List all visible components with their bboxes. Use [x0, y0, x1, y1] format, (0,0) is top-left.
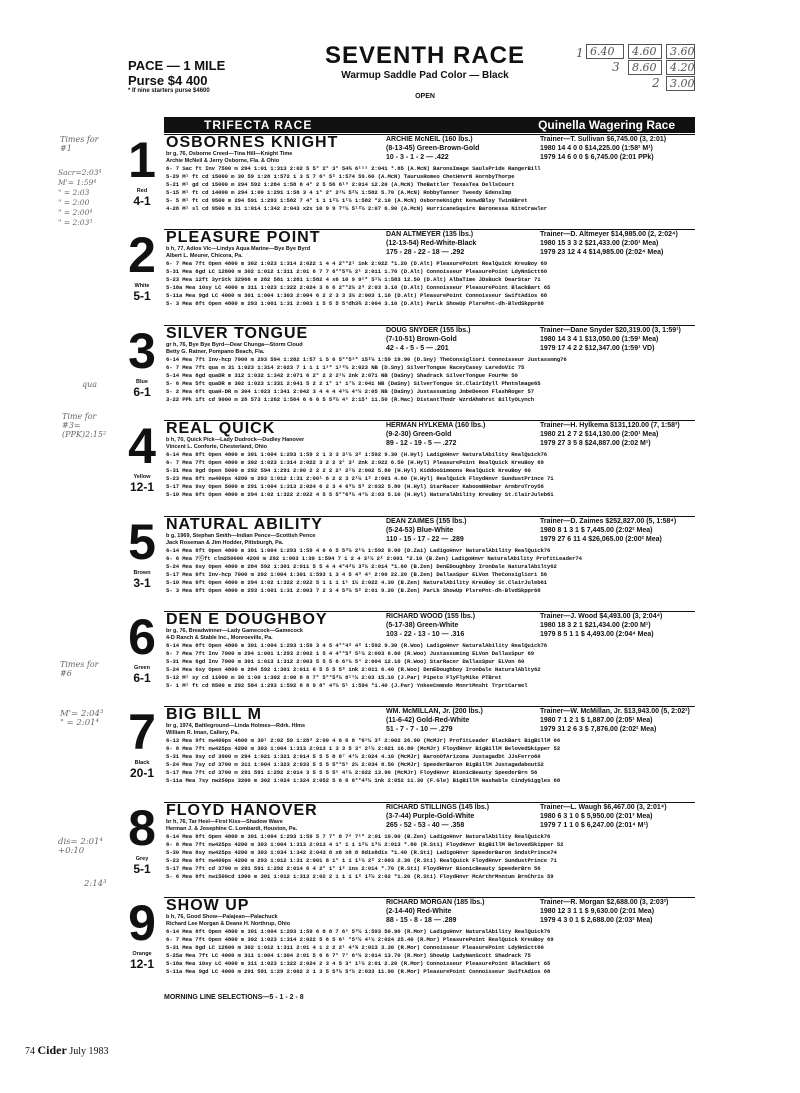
driver-stats: 42 - 4 - 5 - 5 — .201: [386, 344, 449, 352]
post-position: [120, 897, 164, 971]
past-performance-line: 5-14 Mea 8gd quaDR m 312 1:032 1:342 2:071 6 2° 2 2 2¹½ 2nk 2:071 NB (DaSny) Shadrack SilverTongue FourMe 50: [166, 371, 518, 379]
driver-stats: 51 - 7 - 7 - 10 — .279: [386, 726, 453, 734]
past-performance-line: 5-11a Mea 7sy nw250ps 3200 m 302 1:024 1:324 2:052 5 6 6 6°°4²½ 1nk 2:052 11.30 (F.Gle) BigBillM Washable CindyGiggles 68: [166, 777, 561, 785]
morning-odds: 5-1: [133, 289, 151, 304]
post-number: 2: [128, 227, 156, 284]
year-record: 1980 6 3 1 0 $ 5,950.00 (2:01³ Mea): [540, 812, 653, 820]
margin-note-qua: qua: [82, 380, 98, 389]
breeding: b h, 70, Quick Pick—Lady Dudrock—Dudley Hanover: [166, 437, 305, 444]
driver-stats: 88 - 15 - 8 - 18 — .289: [386, 917, 457, 925]
past-performance-line: 5-10 Mea 6ft Open 4800 m 294 1:02 1:322 2:022 5 1 1 1 1¹ 1½ 2:022 4.30 (B.Zen) NaturalAbility KreuBoy St.ClairJuleb61: [166, 578, 548, 586]
driver-colors: (5-17-38) Green-White: [386, 622, 459, 629]
past-performance-line: 6- 6 Mea 7ⓒft clm250000 4200 m 292 1:003 1:30 1:594 7 1 2 4 3¹½ 2² 2:001 *2.10 (B.Zen) LadigoHnvr NaturalAbility ProfitLeader74: [166, 554, 582, 562]
year-record: 1979 4 3 0 1 $ 2,688.00 (2:03² Mea): [540, 917, 653, 925]
past-performance-lines: [166, 737, 694, 785]
past-performance-lines: [166, 356, 694, 404]
trainer: Trainer—Dane Snyder $20,319.00 (3, 1:59¹): [540, 326, 681, 334]
driver-colors: (3-7-44) Purple-Gold-White: [386, 812, 475, 820]
year-record: 1980 12 3 1 1 $ 9,630.00 (2:01 Mea): [540, 908, 655, 916]
owner: Albert L. Meurer, Chicora, Pa.: [166, 253, 243, 260]
horse-name: NATURAL ABILITY: [166, 515, 323, 533]
morning-odds: 4-1: [133, 194, 151, 208]
post-position: [120, 799, 164, 876]
past-performance-line: 5-31 Mea 8gd LC 12600 m 302 1:012 1:311 2:01 6 7 7 6°°5³¼ 2¹ 2:011 1.70 (D.Alt) Connoisseur PleasurePoint LdyNnSctt60: [166, 268, 548, 276]
margin-note-time-3: Time for #3= (PPK)2:15²: [62, 412, 107, 439]
driver-stats: 89 - 12 - 19 - 5 — .272: [386, 440, 457, 448]
trifecta-label: TRIFECTA RACE: [204, 118, 313, 132]
past-performance-line: 5-17 Mea 7ft cd 3700 m 291 591 1:292 2:014 3 5 5 5 5⁵ 4¹½ 2:022 13.90 (McMJr) FloydHnvr BionicBeauty SpeederBrn 56: [166, 769, 538, 777]
trainer: Trainer—D. Altmeyer $14,985.00 (2, 2:02⁴): [540, 231, 678, 239]
race-title: SEVENTH RACE: [324, 42, 526, 69]
race-distance: PACE — 1 MILE: [128, 58, 226, 73]
driver-colors: (9-2-30) Green-Gold: [386, 431, 452, 439]
driver-stats: 10 - 3 - 1 - 2 — .422: [386, 154, 449, 161]
past-performance-line: 6-14 Mea 8ft Open 4800 m 301 1:004 1:293 1:59 3 4 5 4°°4² 4² 1:592 9.30 (R.Woo) LadigoHnvr NaturalAbility RealQuick76: [166, 642, 548, 649]
past-performance-line: 5-31 Mea 8gd LC 12600 m 302 1:012 1:311 2:01 4 1 2 2 2¹ 4⁴¾ 2:013 3.30 (R.Mor) Connoisseur PleasurePoint LdyNnSctt60: [166, 944, 544, 952]
issue-date: July 1983: [69, 1046, 109, 1057]
driver-stats: 265 - 52 - 53 - 40 — .358: [386, 821, 465, 829]
past-performance-line: 6-14 Mea 7ft Inv-hcp 7000 m 293 594 1:282 1:57 1 5 6 5°°5¹⁰ 15²¼ 1:59 19.90 (D.Sny) TheConsigliori Connoisseur Justassmng76: [166, 355, 567, 363]
horse-entry: [120, 799, 695, 897]
post-position: [120, 322, 164, 399]
past-performance-line: 5-31 Mea 9gd Open 5000 m 292 594 1:291 2:00 2 2 2 2 2¹ 2¹¼ 2:002 5.80 (H.Hyl) KiddooSimmons RealQuick KreuBoy 60: [166, 467, 531, 475]
driver-stats: 175 - 28 - 22 - 18 — .292: [386, 249, 465, 257]
year-record: 1980 8 1 3 1 $ 7,445.00 (2:02² Mea): [540, 526, 653, 534]
post-number: 4: [128, 418, 156, 475]
past-performance-line: 6- 7 Mea 7ft Open 4800 m 302 1:023 1:314 2:022 5 6 5 6¹ °5⁴½ 4¹½ 2:024 25.40 (R.Mor) PleasurePoint RealQuick KreuBoy 69: [166, 936, 554, 944]
past-performance-line: 5-17 Mea 6ft Inv-hcp 7000 m 292 1:004 1:301 1:593 1 3 4 5 4³ 4⁵ 2:00 22.20 (B.Zen) DallasSpur ELVon TheConsigliori 56: [166, 570, 548, 578]
trainer: Trainer—R. Morgan $2,688.00 (3, 2:03²): [540, 899, 669, 907]
year-record: 1979 27 6 11 4 $26,065.00 (2:00² Mea): [540, 535, 662, 543]
owner: Vincent L. Conforte, Chesterland, Ohio: [166, 444, 268, 451]
race-header: [315, 42, 535, 100]
year-record: 1979 14 6 0 0 $ 6,745.00 (2:01 PPk): [540, 154, 654, 161]
past-performance-line: 5- 1 M¹ ft cd 8500 m 292 584 1:293 1:592 8 8 9 8° 4³½ 5¹ 1:594 *1.40 (J.Par) YnkeeCmmndo MnnrtMnsht TrprtCarmel: [166, 682, 528, 689]
post-position: [120, 611, 164, 685]
morning-odds: 6-1: [133, 384, 151, 399]
driver-colors: (11-6-42) Gold-Red-White: [386, 717, 470, 725]
year-record: 1979 23 12 4 4 $14,985.00 (2:02⁴ Mea): [540, 249, 664, 257]
post-position: [120, 420, 164, 494]
past-performance-lines: [166, 165, 694, 213]
breeding: br g, 1974, Battleground—Linda Holmes—Rdrk. Hlms: [166, 723, 306, 730]
payoff-place-3: 8.60: [628, 60, 662, 75]
payoff-place: 4.60: [628, 44, 662, 59]
post-number: 8: [128, 799, 156, 856]
year-record: 1979 31 2 6 3 $ 7,876.00 (2:02² Mea): [540, 726, 657, 734]
trainer: Trainer—L. Waugh $6,467.00 (3, 2:01⁴): [540, 803, 667, 811]
breeding: br g, 76, Breadwinner—Lady Gamecock—Gamecock: [166, 628, 303, 634]
morning-line: MORNING LINE SELECTIONS—5 - 1 - 2 - 8: [164, 994, 304, 1001]
owner: Archie McNeil & Jerry Osborne, Fla. & Ohio: [166, 158, 280, 164]
post-number: 3: [128, 322, 156, 379]
post-number: 6: [128, 609, 156, 665]
saddle-color: Grey: [135, 855, 149, 862]
past-performance-lines: [166, 833, 694, 881]
owner: 4-D Ranch & Stable Inc., Monroeville, Pa.: [166, 635, 273, 641]
past-performance-lines: [166, 547, 694, 595]
race-purse: Purse $4 400: [128, 73, 208, 88]
past-performance-line: 6- 7 Mea 7ft qua m 31 1:023 1:314 2:023 7 1 1 1 1¹⁰ 1¹⁸½ 2:023 NB (D.Sny) SilverTongue RaceyCasey LaredoVic 75: [166, 363, 525, 371]
entry-details: [164, 706, 695, 785]
driver: RICHARD WOOD (155 lbs.): [386, 613, 476, 620]
trainer: Trainer—H. Hylkema $131,120.00 (7, 1:58³): [540, 422, 680, 430]
horse-name: DEN E DOUGHBOY: [166, 611, 328, 628]
past-performance-line: 5-31 Mea 9sy cd 3900 m 294 1:021 1:321 2:014 5 5 5 8 8⁷ 4⁴½ 2:024 4.10 (McMJr) BaronOfArizona Justagadbt JJsFerro60: [166, 753, 541, 761]
driver-stats: 110 - 15 - 17 - 22 — .289: [386, 535, 464, 543]
owner: Jack Roseman & Jim Hodder, Pittsburgh, Pa.: [166, 539, 284, 546]
past-performance-line: 6-14 Mea 8ft Open 4800 m 301 1:004 1:293 1:59 2 1 3 3 3¹½ 3² 1:592 9.30 (H.Hyl) LadigoHnvr NaturalAbility RealQuick76: [166, 451, 548, 459]
morning-odds: 20-1: [129, 766, 155, 781]
past-performance-line: 5-24 Mea 6sy Open 4800 m 284 592 1:301 2:011 5 5 4 4 4°4²½ 3²½ 2:014 *1.60 (B.Zen) DenEDoughboy IronDale NaturalAbilty62: [166, 562, 557, 570]
entry-details: [164, 420, 695, 499]
past-performance-line: 5- 6 Mea 5ft quaDR m 302 1:023 1:331 2:041 5 2 2 1° 1⁴ 1⁷½ 2:041 NB (DaSny) SilverTongue St.ClairIdyll Phntmlmage65: [166, 379, 541, 387]
post-number: 5: [128, 513, 156, 570]
past-performance-line: 5-23 Mea 8ft nw400ps 4200 m 293 1:012 1:31 2:001 8 1° 1 1 1¹½ 2² 2:003 2.30 (R.Sti) RealQuick FloydHnvr SundustPrince 71: [166, 856, 557, 864]
margin-note-dis-8: dis= 2:01⁴ +0:10: [58, 837, 103, 856]
post-number: 7: [128, 704, 156, 761]
horse-entry: [120, 229, 695, 324]
breeding: b h, 77, Adios Vic—Lindys Aqua Marine—Bye Bye Byrd: [166, 246, 311, 253]
past-performance-lines: [166, 260, 694, 308]
past-performance-line: 5-31 Mea 6gd Inv 7000 m 301 1:013 1:312 2:003 5 5 5 6 6⁵½ 5⁴ 2:004 12.10 (R.Woo) StarRacer DallasSpur ELVon 60: [166, 658, 525, 665]
driver-colors: (7-10-51) Brown-Gold: [386, 335, 457, 343]
horse-entry: [120, 611, 695, 706]
past-performance-line: 5-29 M¹ ft cd 15000 m 30 59 1:28 1:572 1 3 5 7 6⁴ 5² 1:574 59.60 (A.McN) TaurusRomeo ChetHnvrN HornbyThorpe: [166, 173, 515, 180]
past-performance-line: 5-18a Mea 10sy LC 4000 m 311 1:023 1:322 2:024 2 3 4 5 3⁴ 1¹½ 2:01 2.20 (R.Mor) Connoisseur PleasurePoint BlackBart 65: [166, 960, 551, 968]
payoff-pos-3: 3: [612, 60, 620, 74]
post-position: [120, 706, 164, 780]
past-performance-lines: [166, 451, 694, 499]
horse-name: BIG BILL M: [166, 706, 262, 724]
payoff-show-3: 4.20: [666, 60, 695, 75]
race-program-page: [120, 40, 695, 1020]
breeding: b h, 76, Good Show—Palajean—Palachuck: [166, 914, 278, 921]
year-record: 1979 27 3 5 8 $24,887.00 (2:02 M¹): [540, 440, 651, 448]
race-class: OPEN: [415, 93, 435, 100]
past-performance-line: 5- 3 Mea 8ft Open 4800 m 293 1:001 1:31 2:003 1 5 5 5 5⁴dh3¾ 2:004 3.10 (D.Alt) ParLk ShowUp PlsrePnt-dh-BlvdSkppr68: [166, 300, 544, 308]
past-performance-line: 5-10 Mea 6ft Open 4800 m 294 1:02 1:322 2:022 4 5 5 5°°6³½ 4⁴½ 2:03 5.10 (H.Hyl) NaturalAbility KreuBoy St.ClairJuleb61: [166, 491, 554, 499]
breeding: b g, 1969, Stephan Smith—Indian Pence—Scottish Pence: [166, 532, 316, 539]
driver: DEAN ZAIMES (155 lbs.): [386, 517, 467, 525]
trainer: Trainer—W. McMillan, Jr. $13,943.00 (5, 2:02²): [540, 708, 690, 716]
entry-details: [164, 801, 695, 880]
wager-banner: [164, 117, 695, 133]
owner: Herman J. & Josephine C. Lombardi, Houston, Pa.: [166, 825, 298, 832]
past-performance-line: 5-25a Mea 7ft LC 4000 m 311 1:004 1:304 2:01 5 6 6 7° 7⁷ 6⁴¼ 2:014 13.70 (R.Mor) ShowUp LadyNanScott Shadrack 75: [166, 952, 531, 960]
trainer: Trainer—D. Zaimes $252,827.00 (5, 1:58⁴): [540, 517, 677, 525]
past-performance-lines: [166, 642, 694, 690]
past-performance-line: 6-13 Mea 9ft nw400ps 4600 m 30¹ 2:02 59 1:28³ 2:00 4 6 6 8 °6⁵½ 3² 2:002 26.90 (McMJr) ProfitLeader BlackBart BigBillM 66: [166, 737, 561, 745]
past-performance-line: 3-22 PPk 1ft cd 9000 m 28 573 1:262 1:564 6 6 6 5 5³½ 4⁵ 2:15⁴ 11.50 (R.Mac) DistantThndr WzrdAhmhrst BillyOLynch: [166, 395, 535, 403]
saddle-color: White: [134, 283, 150, 290]
entry-details: [164, 134, 695, 212]
past-performance-line: 4-28 M¹ sl cd 9500 m 31 1:014 1:342 2:043 x2x 10 9 9 7⁶½ 5¹²½ 2:07 6.90 (A.McN) HurricaneSquire Baronessa NiteCrawler: [166, 205, 548, 212]
morning-odds: 12-1: [129, 957, 155, 972]
horse-name: PLEASURE POINT: [166, 229, 321, 247]
past-performance-line: 6- 7 Mea 7ft Open 4800 m 302 1:023 1:314 2:022 3 2 2 3ⁱ 3¹ 2nk 2:022 6.50 (H.Hyl) PleasurePoint RealQuick KreuBoy 69: [166, 459, 544, 467]
driver-colors: (12-13-54) Red-White-Black: [386, 240, 477, 248]
breeding: br h, 76, Tar Heel—First Kiss—Shadow Wave: [166, 818, 283, 825]
quinella-label: Quinella Wagering Race: [538, 118, 675, 132]
margin-note-mile-7: M'= 2:04³ " = 2:01⁴: [60, 709, 104, 728]
post-position: [120, 229, 164, 303]
morning-odds: 5-1: [133, 861, 151, 876]
post-position: [120, 134, 164, 208]
owner: Betty G. Ratner, Pompano Beach, Fla.: [166, 348, 265, 355]
horse-entry: [120, 322, 695, 420]
past-performance-line: 6-14 Mea 8ft Open 4800 m 301 1:004 1:293 1:59 4 6 6 5 5³½ 2¹½ 1:592 9.00 (D.Zai) LadigoHnvr NaturalAbility RealQuick76: [166, 546, 551, 554]
margin-note-times-6: Times for #6: [60, 660, 99, 678]
year-record: 1980 7 1 2 1 $ 1,887.00 (2:05¹ Mea): [540, 717, 653, 725]
year-record: 1980 15 3 3 2 $21,433.00 (2:00¹ Mea): [540, 240, 659, 248]
payoff-show-2: 3.00: [666, 76, 695, 91]
horse-entry: [120, 134, 695, 229]
past-performance-line: 5-12 M¹ sy cd 11000 m 30 1:00 1:302 2:00 8 8 7° 5°°5³½ 8¹⁵½ 2:03 15.10 (J.Par) Pipeto FlyFlyMike PTBret: [166, 674, 502, 681]
morning-odds: 3-1: [133, 575, 151, 590]
saddle-color: Red: [136, 188, 148, 194]
entry-details: [164, 229, 695, 308]
past-performance-line: 5-30 Mea 8sy nw425ps 4200 m 303 1:034 1:342 2:043 8 x8 x8 8 8dis8dis *1.40 (R.Sti) LadigoHnvr SpeederBaron SndstPrince74: [166, 848, 557, 856]
year-record: 1980 14 4 0 0 $14,225.00 (1:58² M¹): [540, 145, 653, 152]
owner: Richard Lee Morgan & Deane H. Northrup, Ohio: [166, 921, 291, 928]
page-number: 74: [25, 1046, 35, 1057]
past-performance-line: 6- 7 Mea 7ft Open 4800 m 302 1:023 1:314 2:022 1 4 4 2°°2¹ 1nk 2:022 *1.20 (D.Alt) PleasurePoint RealQuick KreuBoy 69: [166, 260, 548, 268]
saddle-color: Yellow: [133, 474, 151, 481]
past-performance-line: 5-18a Mea 10sy LC 4000 m 311 1:023 1:322 2:024 3 6 6 2°°2¼ 2³ 2:03 3.10 (D.Alt) Connoisseur PleasurePoint BlackBart 65: [166, 284, 551, 292]
saddle-color: Orange: [132, 951, 152, 958]
margin-note-times-list: Sacr=2:03⁴ M'= 1:59⁴ " = 2:03 " = 2:00 " = 2:00⁴ " = 2:03³: [58, 168, 102, 227]
year-record: 1979 17 4 2 2 $12,347.00 (1:59¹ VD): [540, 344, 655, 352]
saddle-color: Black: [134, 760, 150, 767]
past-performance-line: 5-23 Mea 12ft 3yrStk 32966 m 282 581 1:281 1:582 4 x6 10 9 9¹⁰ 5¹¼ 1:583 12.50 (D.Alt) AlbaTime JDsBuck DearStar 71: [166, 276, 541, 284]
saddle-color: Blue: [136, 378, 148, 385]
horse-name: SILVER TONGUE: [166, 324, 309, 342]
breeding: br g, 76, Osborne Creed—Tina Hill—Knight Time: [166, 151, 293, 157]
year-record: 1980 21 2 7 2 $14,130.00 (2:00¹ Mea): [540, 431, 659, 439]
margin-note-time-8: 2:14³: [84, 879, 107, 889]
purse-note: * If nine starters purse $4600: [128, 88, 210, 94]
horse-entry: [120, 706, 695, 801]
driver: DAN ALTMEYER (135 lbs.): [386, 231, 474, 239]
horse-name: OSBORNES KNIGHT: [166, 134, 339, 151]
driver: HERMAN HYLKEMA (160 lbs.): [386, 422, 486, 430]
year-record: 1980 14 3 4 1 $13,050.00 (1:59¹ Mea): [540, 335, 659, 343]
past-performance-line: 5-24 Mea 6sy Open 4800 m 284 592 1:301 2:011 6 5 5 5 5³ 1nk 2:011 6.40 (R.Woo) DenEDoughboy IronDale NaturalAblty62: [166, 666, 541, 673]
post-number: 1: [128, 132, 156, 188]
payoff-show: 3.60: [666, 44, 695, 59]
race-conditions: [128, 58, 288, 94]
post-number: 9: [128, 895, 156, 952]
past-performance-line: 6-14 Mea 8ft Open 4800 m 301 1:004 1:293 1:59 5 7 7° 8 7⁸ 7¹⁰ 2:01 10.00 (B.Zen) LadigoHnvr NaturalAbility RealQuick76: [166, 832, 551, 840]
past-performance-line: 5- 6 Mea 8ft nw1500cd 1900 m 301 1:012 1:313 2:02 2 1 1 1 1² 1²½ 2:02 *1.20 (R.Sti) FloydHnvr McArthrMnntum BrnChris 59: [166, 872, 554, 880]
past-performance-line: 6- 8 Mea 7ft nw425ps 4200 m 303 1:004 1:313 2:013 1 3 3 5 3⁴ 2¹½ 2:021 16.80 (McMJr) FloydHnvr BigBillM BelovedSkipper 52: [166, 745, 561, 753]
morning-odds: 12-1: [129, 480, 155, 495]
past-performance-line: 6- 7 Mea 7ft Inv 7000 m 294 1:001 1:293 2:002 1 5 4 4°°5³ 5¹½ 2:003 6.60 (R.Woo) Justassuming ELVon DallasSpur 69: [166, 650, 535, 657]
entry-details: [164, 515, 695, 594]
trainer: Trainer—J. Wood $4,493.00 (3, 2:04⁴): [540, 613, 663, 620]
past-performance-line: 5- 5 M¹ ft cd 9500 m 294 591 1:293 1:582 7 4° 1 1 1²½ 1¹½ 1:582 *2.10 (A.McN) OsborneKnight KenwdBlsy TwinBBret: [166, 197, 528, 204]
driver-stats: 103 - 22 - 13 - 10 — .316: [386, 631, 465, 638]
past-performance-line: 5- 3 Mea 8ft Open 4800 m 293 1:001 1:31 2:003 7 2 3 4 5³½ 5² 2:01 9.20 (B.Zen) ParLk ShowUp PlsrePnt-dh-BlvdSkppr68: [166, 586, 541, 594]
breeding: gr h, 76, Bye Bye Byrd—Dear Chunga—Storm Cloud: [166, 341, 303, 348]
page-footer: [25, 1043, 109, 1058]
magazine-name: Cider: [37, 1043, 67, 1057]
payoff-win: 6.40: [586, 44, 624, 59]
horse-entry: [120, 513, 695, 611]
morning-odds: 6-1: [133, 671, 151, 685]
owner: William R. Iman, Callery, Pa.: [166, 730, 239, 737]
saddle-color: Green: [134, 665, 150, 671]
past-performance-lines: [166, 928, 694, 976]
driver: RICHARD MORGAN (185 lbs.): [386, 899, 485, 907]
horse-name: FLOYD HANOVER: [166, 801, 318, 819]
driver: DOUG SNYDER (155 lbs.): [386, 326, 471, 334]
past-performance-line: 5-24 Mea 7sy cd 3700 m 311 1:004 1:323 2:033 5 5 5 5°°5⁵ 2½ 2:034 8.50 (McMJr) SpeederBaron BigBillM JustagadaboutS2: [166, 761, 544, 769]
saddle-color: Brown: [133, 569, 151, 576]
payoff-pos-1: 1: [576, 46, 584, 60]
payoff-pos-2: 2: [652, 76, 660, 90]
entry-details: [164, 611, 695, 689]
horse-entry: [120, 897, 695, 992]
year-record: 1980 18 3 2 1 $21,434.00 (2:00 M¹): [540, 622, 651, 629]
driver: WM. McMILLAN, Jr. (200 lbs.): [386, 708, 483, 716]
horse-name: REAL QUICK: [166, 420, 276, 438]
margin-note-times-1: Times for #1: [60, 135, 99, 153]
past-performance-line: 5-15 M¹ ft cd 14000 m 294 1:00 1:291 1:58 3 4 1° 2° 2¹½ 5²¼ 1:582 5.70 (A.McN) RobbyTanner Tweedy EdensImp: [166, 189, 512, 196]
past-performance-line: 5-23 Mea 8ft nw400ps 4200 m 293 1:012 1:31 2:00¹ 6 2 2 3 2¹¼ 1² 2:001 4.60 (H.Hyl) RealQuick FloydHnvr SundustPrince 71: [166, 475, 554, 483]
year-record: 1979 7 1 1 0 $ 6,247.00 (2:01⁴ M¹): [540, 821, 649, 829]
saddle-pad-color: Warmup Saddle Pad Color — Black: [341, 70, 509, 81]
entry-details: [164, 324, 695, 403]
driver-colors: (8-13-45) Green-Brown-Gold: [386, 145, 480, 152]
horse-name: SHOW UP: [166, 897, 250, 915]
driver: ARCHIE McNEIL (160 lbs.): [386, 136, 473, 143]
past-performance-line: 5-11a Mea 9gd LC 4000 m 301 1:004 1:303 2:004 6 2 2 3 3 3¼ 2:003 1.10 (D.Alt) PleasurePoint Connoisseur SwiftAdios 68: [166, 292, 548, 300]
past-performance-line: 6- 7 Sac ft Inv 7500 m 294 1:01 1:313 2:02 5 5° 2° 3° 54¾ 6¹¹¹ 2:041 *.85 (A.McN) BaronsImage SaulsPride RangerBill: [166, 165, 541, 172]
year-record: 1979 8 5 1 1 $ 4,493.00 (2:04⁴ Mea): [540, 631, 654, 638]
driver-colors: (2-14-40) Red-White: [386, 908, 452, 916]
past-performance-line: 6-14 Mea 8ft Open 4800 m 301 1:004 1:293 1:59 6 8 8 7 6⁵ 5³½ 1:593 50.90 (R.Mor) LadigoHnvr NaturalAbility RealQuick76: [166, 928, 551, 936]
past-performance-line: 5-17 Mea 7ft cd 3700 m 291 591 1:292 2:014 6 4 2° 1° 1² 1ns 2:014 *.70 (R.Sti) FloydHnvr BionicBeauty SpeederBrn 56: [166, 864, 541, 872]
driver-colors: (5-24-53) Blue-White: [386, 526, 454, 534]
past-performance-line: 5-11a Mea 9gd LC 4000 m 291 591 1:29 2:002 2 1 3 5 5³½ 5⁴½ 2:033 11.90 (R.Mor) PleasurePoint Connoisseur SwiftAdios 68: [166, 968, 551, 976]
trainer: Trainer—T. Sullivan $6,745.00 (3, 2:01): [540, 136, 667, 143]
horse-entry: [120, 420, 695, 515]
past-performance-line: 6- 8 Mea 7ft nw425ps 4200 m 303 1:004 1:313 2:013 4 1° 1 1 1²½ 1³½ 2:013 *.80 (R.Sti) FloydHnvr BigBillM BelovedSkipper 52: [166, 840, 564, 848]
past-performance-line: 5-17 Mea 9sy Open 5000 m 291 1:004 1:313 2:024 6 2 3 4 6³½ 5³ 2:032 5.80 (H.Hyl) StarRacer KaboomNHnbar ArmbroTroy56: [166, 483, 544, 491]
past-performance-line: 5- 2 Mea 6ft quaH-DR m 304 1:023 1:341 2:042 3 4 4 4 4⁵½ 4⁴¼ 2:05 NB (DaSny) Justassuming JmbeDeeon FlashRoger 57: [166, 387, 535, 395]
driver: RICHARD STILLINGS (145 lbs.): [386, 803, 490, 811]
entry-details: [164, 897, 695, 976]
post-position: [120, 513, 164, 590]
past-performance-line: 5-21 M¹ gd cd 15000 m 294 592 1:284 1:58 8 4° 2 5 56 6¹⁹ 2:014 12.20 (A.McN) TheBattler TexasTea DellsCourt: [166, 181, 515, 188]
